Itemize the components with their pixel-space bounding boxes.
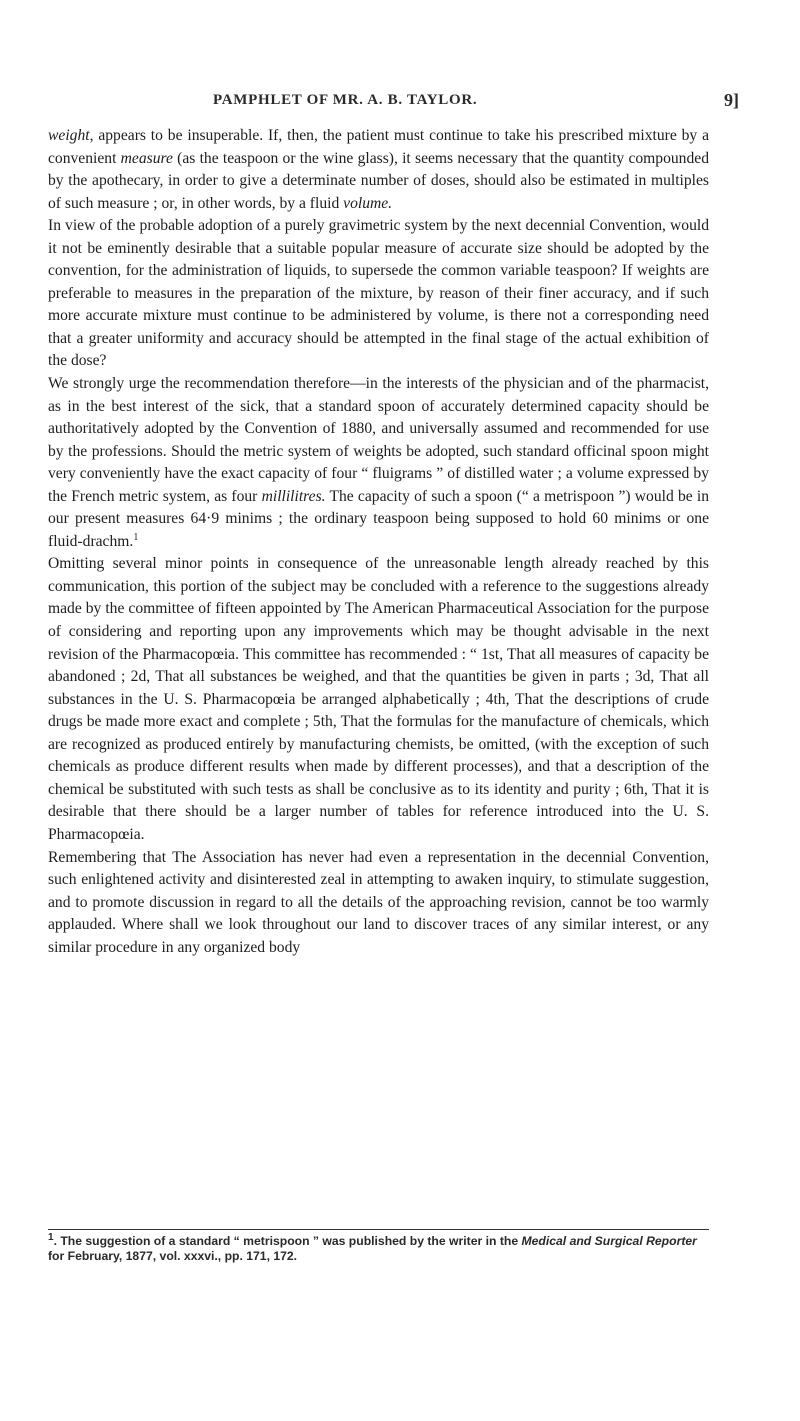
footnote-divider xyxy=(48,1229,709,1230)
text-run: In view of the probable adoption of a purely gravimetric system by the next decennial Convention, would it not be eminently desirable that a suitable popular measure of accurate size should be adopted by the convention, for the administration of liquids, to supersede the common variable teaspoon? If weights are preferable to measures in the preparation of the mixture, by reason of their finer accuracy, and if such more accurate mixture must continue to be administered by volume, is there not a corresponding need that a greater uniformity and accuracy should be attempted in the final stage of the actual exhibition of the dose? xyxy=(48,217,709,370)
body-text xyxy=(48,125,709,959)
paragraph xyxy=(48,125,709,215)
text-run: (as the teaspoon or the wine glass), it seems necessary that the quantity compounded by the apothecary, in order to give a determinate number of doses, should also be estimated in multiples of such measure ; or, in other words, by a fluid xyxy=(48,149,709,212)
paragraph xyxy=(48,373,709,553)
text-run: for February, 1877, vol. xxxvi., pp. 171, 172. xyxy=(48,1249,298,1263)
text-run: . The suggestion of a standard “ metrispoon ” was published by the writer in the xyxy=(53,1234,522,1248)
italic-text: measure xyxy=(120,149,173,167)
text-run: Omitting several minor points in consequence of the unreasonable length already reached by this communication, this portion of the subject may be concluded with a reference to the suggestions already made by the committee of fifteen appointed by The American Pharmaceutical Association for the purpose of considering and reporting upon any improvements which may be thought advisable in the next revision of the Pharmacopœia. This committee has recommended : “ 1st, That all measures of capacity be abandoned ; 2d, That all substances be weighed, and that the quantities be given in parts ; 3d, That all substances in the U. S. Pharmacopœia be arranged alphabetically ; 4th, That the descriptions of crude drugs be made more exact and complete ; 5th, That the formulas for the manufacture of chemicals, which are recognized as produced entirely by manufacturing chemists, be omitted, (with the exception of such chemicals as produce different results when made by different processes), and that a description of the chemical be substituted with such tests as shall be conclusive as to its identity and purity ; 6th, That it is desirable that there should be a larger number of tables for reference introduced into the U. S. Pharmacopœia. xyxy=(48,555,709,843)
page-number: 9] xyxy=(724,90,739,110)
italic-text: millilitres. xyxy=(261,487,326,505)
running-head xyxy=(0,92,800,118)
running-title: PAMPHLET OF MR. A. B. TAYLOR. xyxy=(213,92,478,108)
text-run: , appears to be insuperable. If, then, the patient must continue to take his prescribed mixture by a convenient xyxy=(48,127,709,167)
footnote-marker: 1 xyxy=(48,1231,54,1243)
italic-text: volume. xyxy=(343,194,393,212)
footnote-marker: 1 xyxy=(133,531,139,543)
italic-text: weight xyxy=(48,127,90,144)
italic-text: Medical and Surgical Reporter xyxy=(521,1234,697,1248)
text-run: The capacity of such a spoon (“ a metrispoon ”) would be in our present measures 64·9 minims ; the ordinary teaspoon being supposed to hold 60 minims or one fluid-drachm. xyxy=(48,487,709,550)
paragraph xyxy=(48,553,709,846)
paragraph xyxy=(48,847,709,960)
footnote xyxy=(48,1231,709,1264)
text-run: Remembering that The Association has never had even a representation in the decennial Convention, such enlightened activity and disinterested zeal in attempting to awaken inquiry, to stimulate suggestion, and to promote discussion in regard to all the details of the approaching revision, cannot be too warmly applauded. Where shall we look throughout our land to discover traces of any similar interest, or any similar procedure in any organized body xyxy=(48,848,709,956)
paragraph xyxy=(48,215,709,373)
text-run: We strongly urge the recommendation therefore—in the interests of the physician and of the pharmacist, as in the best interest of the sick, that a standard spoon of accurately determined capacity should be authoritatively adopted by the Convention of 1880, and universally assumed and recommended for use by the professions. Should the metric system of weights be adopted, such standard officinal spoon might very conveniently have the exact capacity of four “ fluigrams ” of distilled water ; a volume expressed by the French metric system, as four xyxy=(48,375,709,505)
